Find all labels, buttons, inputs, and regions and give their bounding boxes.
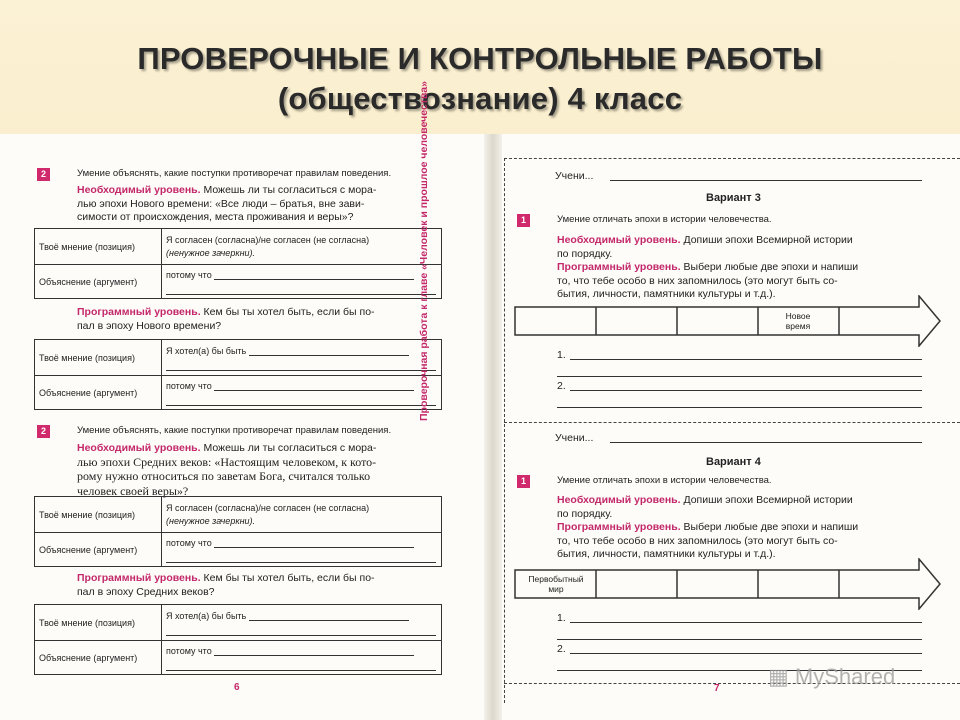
required-text: рому нужно относиться по заветам Бога, считался только <box>77 469 371 483</box>
table-text: потому что <box>166 269 212 280</box>
cut-line <box>504 422 960 423</box>
program-label: Программный уровень. <box>557 521 681 533</box>
table-text: потому что <box>166 380 212 391</box>
name-line[interactable] <box>610 442 922 443</box>
epoch-label: Новое <box>785 311 811 321</box>
answer-line[interactable] <box>570 359 922 360</box>
table-label: Твоё мнение (позиция) <box>35 605 162 641</box>
table-answer-cell[interactable] <box>162 376 442 410</box>
opinion-table <box>34 228 442 299</box>
answer-number: 1. <box>557 612 566 624</box>
write-line <box>214 537 414 548</box>
slide-title-line2: (обществознание) 4 класс <box>277 81 683 116</box>
table-answer-cell[interactable] <box>162 340 442 376</box>
task-skill: Умение отличать эпохи в истории человечества. <box>557 214 772 225</box>
variant-title: Вариант 4 <box>706 456 761 468</box>
table-label: Твоё мнение (позиция) <box>35 340 162 376</box>
task-skill: Умение объяснять, какие поступки противоречат правилам поведения. <box>77 425 392 436</box>
required-text: Допиши эпохи Всемирной истории <box>680 234 853 246</box>
slide-title <box>0 40 960 118</box>
table-label: Объяснение (аргумент) <box>35 376 162 410</box>
required-label: Необходимый уровень. <box>557 234 681 246</box>
write-line <box>214 380 414 391</box>
timeline-arrow <box>514 295 942 347</box>
table-text: потому что <box>166 645 212 656</box>
task-badge: 1 <box>517 475 530 488</box>
left-page <box>0 134 485 720</box>
required-text: лью эпохи Средних веков: «Настоящим человеком, к кото- <box>77 454 377 469</box>
write-line <box>214 269 414 280</box>
student-label: Учени... <box>555 432 594 444</box>
watermark-icon: ▦ <box>768 664 789 689</box>
required-text: по порядку. <box>557 247 613 260</box>
task-program <box>77 306 447 333</box>
program-text: Кем бы ты хотел быть, если бы по- <box>200 572 375 584</box>
student-label: Учени... <box>555 170 594 182</box>
program-label: Программный уровень. <box>77 572 201 584</box>
epoch-label: Первобытный <box>528 574 584 584</box>
required-text: симости от происхождения, места проживания и веры»? <box>77 211 354 223</box>
required-label: Необходимый уровень. <box>557 494 681 506</box>
epoch-label: мир <box>548 584 564 594</box>
table-text: потому что <box>166 537 212 548</box>
table-text: Я согласен (согласна)/не согласен (не согласна) <box>166 503 370 513</box>
table-label: Объяснение (аргумент) <box>35 641 162 675</box>
required-text: Допиши эпохи Всемирной истории <box>680 494 853 506</box>
task-badge: 2 <box>37 425 50 438</box>
name-line[interactable] <box>610 180 922 181</box>
answer-line[interactable] <box>557 376 922 377</box>
program-label: Программный уровень. <box>557 261 681 273</box>
watermark-text: MyShared <box>794 664 896 689</box>
page-number: 7 <box>714 683 720 694</box>
task-badge: 2 <box>37 168 50 181</box>
program-text: то, что тебе особо в них запомнилось (это могут быть со- <box>557 274 838 287</box>
answer-line[interactable] <box>570 390 922 391</box>
program-text: пал в эпоху Нового времени? <box>77 319 222 332</box>
table-answer-cell[interactable] <box>162 229 442 265</box>
table-label: Объяснение (аргумент) <box>35 265 162 299</box>
task-skill: Умение отличать эпохи в истории человечества. <box>557 475 772 486</box>
task-required <box>77 442 447 499</box>
program-text: бытия, личности, памятники культуры и т.д.). <box>557 548 776 560</box>
required-label: Необходимый уровень. <box>77 442 201 454</box>
page-number: 6 <box>234 682 240 693</box>
program-text: Выбери любые две эпохи и напиши <box>680 521 859 533</box>
opinion-table <box>34 339 442 410</box>
write-line <box>166 552 436 563</box>
timeline-cell-epoch <box>758 311 838 331</box>
epoch-label: время <box>785 321 811 331</box>
write-line <box>214 645 414 656</box>
variant-title: Вариант 3 <box>706 192 761 204</box>
answer-line[interactable] <box>570 653 922 654</box>
table-text: Я хотел(а) бы быть <box>166 345 247 356</box>
answer-number: 2. <box>557 380 566 392</box>
opinion-table <box>34 496 442 567</box>
table-label: Твоё мнение (позиция) <box>35 229 162 265</box>
required-label: Необходимый уровень. <box>77 184 201 196</box>
cut-line <box>504 158 505 703</box>
required-text: Можешь ли ты согласиться с мора- <box>200 442 377 454</box>
slide-title-line1: ПРОВЕРОЧНЫЕ И КОНТРОЛЬНЫЕ РАБОТЫ <box>137 41 823 76</box>
program-text: то, что тебе особо в них запомнилось (это могут быть со- <box>557 534 838 547</box>
table-note: (ненужное зачеркни). <box>166 248 256 258</box>
table-answer-cell[interactable] <box>162 641 442 675</box>
program-text: бытия, личности, памятники культуры и т.д.). <box>557 288 776 300</box>
required-text: по порядку. <box>557 507 613 520</box>
table-text: Я согласен (согласна)/не согласен (не согласна) <box>166 235 370 245</box>
table-answer-cell[interactable] <box>162 497 442 533</box>
required-text: лью эпохи Нового времени: «Все люди – братья, вне зави- <box>77 197 365 210</box>
timeline-cell-epoch <box>514 574 598 594</box>
task-badge: 1 <box>517 214 530 227</box>
write-line <box>249 345 409 356</box>
table-note: (ненужное зачеркни). <box>166 516 256 526</box>
write-line <box>166 360 436 371</box>
answer-line[interactable] <box>570 622 922 623</box>
right-page <box>500 134 960 720</box>
program-text: Выбери любые две эпохи и напиши <box>680 261 859 273</box>
table-text: Я хотел(а) бы быть <box>166 610 247 621</box>
required-text: Можешь ли ты согласиться с мора- <box>200 184 377 196</box>
table-label: Объяснение (аргумент) <box>35 533 162 567</box>
write-line <box>166 395 436 406</box>
write-line <box>166 625 436 636</box>
chapter-side-title: Проверочная работа к главе «Человек и прошлое человечества» <box>418 81 430 421</box>
write-line <box>166 660 436 671</box>
answer-line[interactable] <box>557 407 922 408</box>
required-text: человек своей веры»? <box>77 483 189 498</box>
table-label: Твоё мнение (позиция) <box>35 497 162 533</box>
program-label: Программный уровень. <box>77 306 201 318</box>
watermark <box>768 664 895 690</box>
answer-line[interactable] <box>557 639 922 640</box>
table-answer-cell[interactable] <box>162 265 442 299</box>
answer-number: 2. <box>557 643 566 655</box>
task-text <box>557 234 927 302</box>
answer-number: 1. <box>557 349 566 361</box>
cut-line <box>504 158 960 159</box>
task-skill: Умение объяснять, какие поступки противоречат правилам поведения. <box>77 168 392 179</box>
task-text <box>557 494 927 562</box>
write-line <box>166 284 436 295</box>
task-required <box>77 184 447 225</box>
program-text: Кем бы ты хотел быть, если бы по- <box>200 306 375 318</box>
opinion-table <box>34 604 442 675</box>
task-program <box>77 572 447 599</box>
program-text: пал в эпоху Средних веков? <box>77 585 215 598</box>
write-line <box>249 610 409 621</box>
table-answer-cell[interactable] <box>162 533 442 567</box>
table-answer-cell[interactable] <box>162 605 442 641</box>
